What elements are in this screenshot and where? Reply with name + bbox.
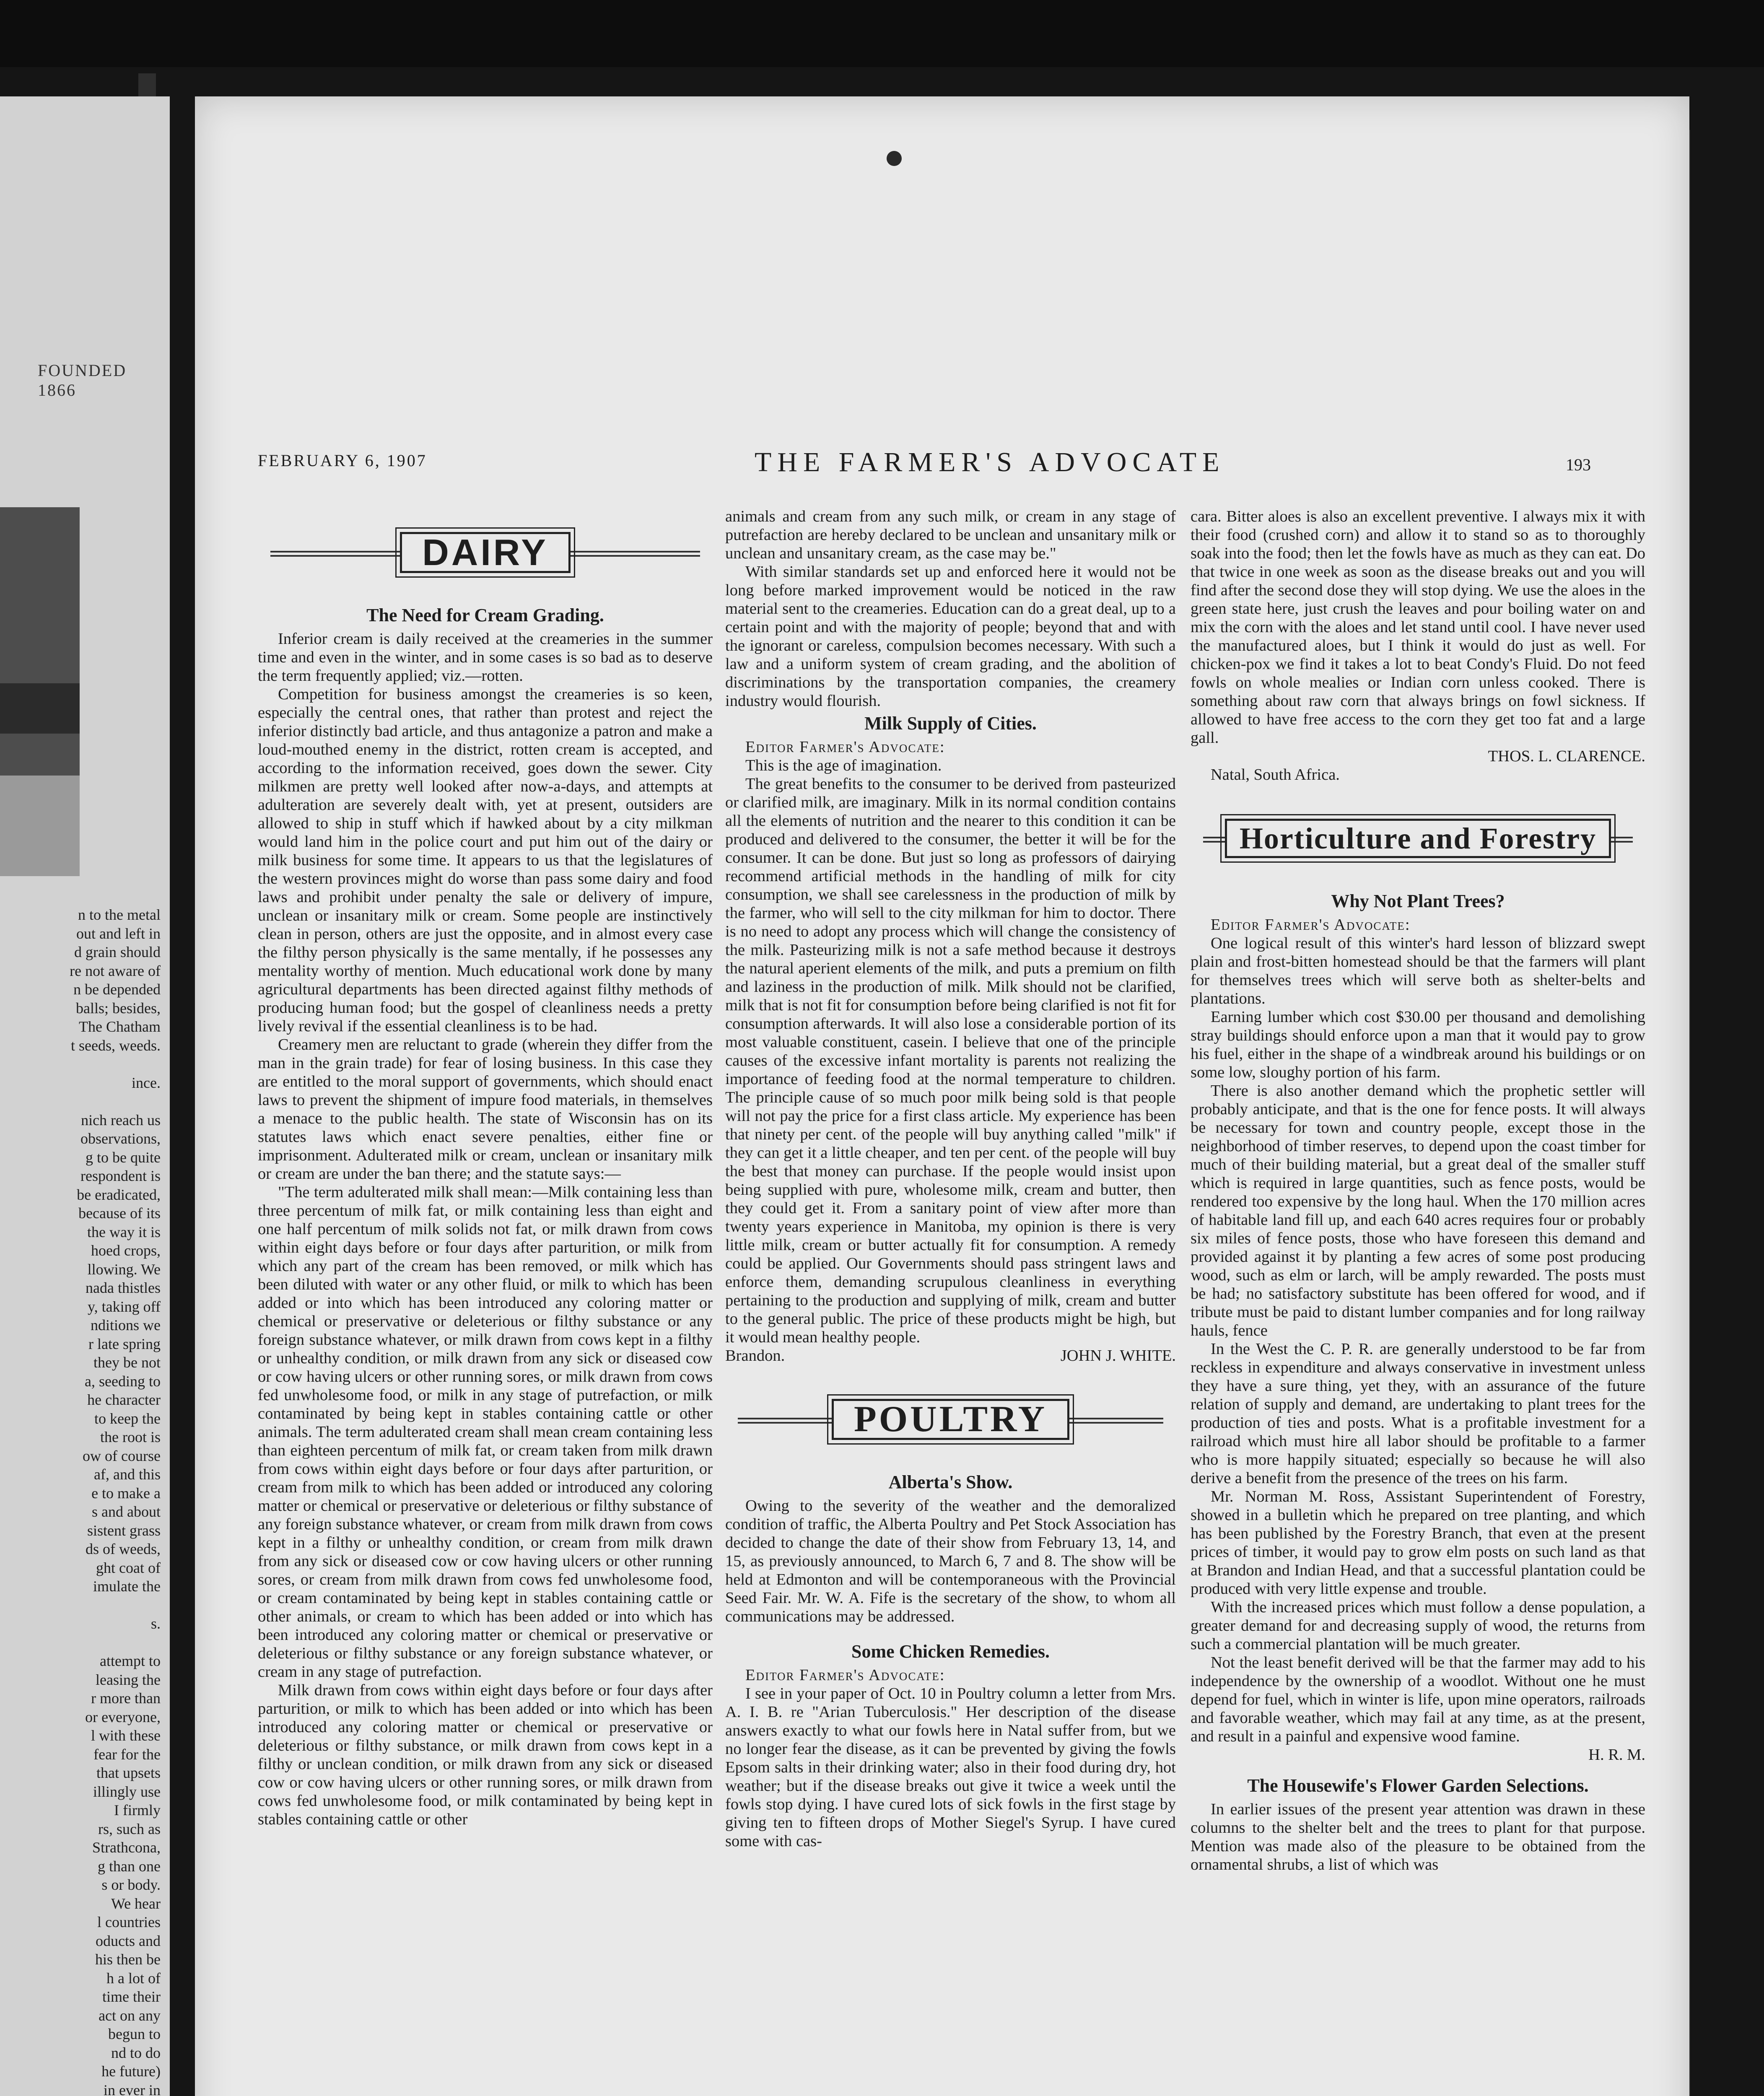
left-page-line: in ever in xyxy=(104,2081,161,2096)
newspaper-page xyxy=(195,96,1689,2096)
left-page-line: The Chatham xyxy=(79,1018,161,1035)
paragraph: Owing to the severity of the weather and the demoralized condition of traffic, the Alberta Poultry and Pet Stock Association has decided to change the date of their show from February 13, 14, and 15, as previously announced, to March 6, 7 and 8. The show will be held at Edmonton and will be contemporaneous with the Provincial Seed Fair. Mr. W. A. Fife is the secretary of the show, to whom all communications may be addressed. xyxy=(725,1497,1176,1625)
left-page-line: af, and this xyxy=(94,1466,161,1483)
housewife-title: The Housewife's Flower Garden Selections. xyxy=(1247,1775,1589,1796)
left-page-line: ow of course xyxy=(83,1447,161,1464)
left-page-line: Strathcona, xyxy=(92,1839,161,1856)
left-page-line: oducts and xyxy=(96,1932,161,1949)
left-page-line: s and about xyxy=(92,1503,161,1520)
paragraph: Mr. Norman M. Ross, Assistant Superintendent of Forestry, showed in a bulletin which he prepared on tree planting, and which has been published by the Forestry Branch, that even at the present prices of timber, it would pay to grow elm posts on such land as that at Brandon and Indian Head, and that a successful plantation could be produced with very little expense and trouble. xyxy=(1191,1488,1645,1598)
left-page-line: be eradicated, xyxy=(77,1186,161,1203)
left-page-line: s or body. xyxy=(101,1876,161,1893)
left-page-line: his then be xyxy=(95,1951,161,1968)
editor-salutation: Editor Farmer's Advocate: xyxy=(745,738,945,756)
poultry-banner-title: POULTRY xyxy=(832,1399,1069,1440)
left-page-line: llowing. We xyxy=(87,1261,161,1278)
left-page-text xyxy=(22,905,161,2096)
left-page-line: the way it is xyxy=(87,1223,161,1240)
left-page-line: ght coat of xyxy=(96,1559,161,1576)
left-page-line: l countries xyxy=(97,1914,161,1930)
left-page-line: We hear xyxy=(111,1895,161,1912)
binding-hole xyxy=(887,151,902,166)
issue-date: FEBRUARY 6, 1907 xyxy=(258,451,427,470)
paragraph: Creamery men are reluctant to grade (wherein they differ from the man in the grain trade) for fear of losing business. In this case they are entitled to the moral support of governments, which should enact laws to prevent the shipment of impure food materials, in themselves a menace to the public health. The state of Wisconsin has on its statutes laws which enact severe penalties, either fine or imprisonment. Adulterated milk or cream, unclean or insanitary milk or cream are under the ban there; and the statute says:— xyxy=(258,1036,713,1183)
left-page-line: imulate the xyxy=(93,1578,161,1595)
left-page-line: r late spring xyxy=(88,1335,161,1352)
left-page-line: illingly use xyxy=(93,1783,161,1800)
statute-quote: "The term adulterated milk shall mean:—Milk containing less than three percentum of milk fat, or milk containing less than eight and one half percentum of milk solids not fat, or milk drawn from cows within eight days before or four days after parturition, or milk from which any part of the cream has been removed, or milk which has been diluted with water or any other fluid, or milk to which has been added or into which has been introduced any coloring matter or chemical or preservative or deleterious or filthy substance or any foreign substance whatever, or milk drawn from cows kept in a filthy or unhealthy condition, or milk drawn from any sick or diseased cow or cow having ulcers or other running sores, or milk drawn from cows fed unwholesome food, or milk in any stage of putrefaction, or milk contaminated by being kept in stables containing cattle or other animals. The term adulterated cream shall mean cream containing less than eighteen percentum of milk fat, or cream taken from milk drawn from cows within eight days before or four days after parturition, or cream from milk to which has been added or introduced any coloring matter or chemical or preservative or deleterious or filthy substance of any foreign substance whatever, or cream from milk drawn from cows kept in a filthy or unhealthy condition, or cream from milk drawn from any sick or diseased cow or cow having ulcers or other running sores, or cream from milk drawn from cows fed unwholesome food, or cream contaminated by being kept in stables containing cattle or other animals, or cream to which has been added or into which has been introduced any coloring matter or chemical or preservative or deleterious or filthy substance or any foreign substance whatever, or cream in any stage of putrefaction. xyxy=(258,1183,713,1681)
clarence-place: Natal, South Africa. xyxy=(1211,766,1340,783)
paragraph: With the increased prices which must follow a dense population, a greater demand for and decreasing supply of wood, the returns from such a commercial plantation will be much greater. xyxy=(1191,1598,1645,1653)
paragraph: With similar standards set up and enforced here it would not be long before marked improvement would be noticed in the raw material sent to the creameries. Education can do a great deal, up to a certain point and with the majority of people; beyond that and with the ignorant or careless, compulsion becomes necessary. With such a law and a uniform system of cream grading, and the abolition of discriminations by the transportation companies, the creamery industry would flourish. xyxy=(725,563,1176,710)
dairy-banner-title: DAIRY xyxy=(400,532,571,573)
left-page-line: rs, such as xyxy=(98,1820,161,1837)
left-page-line: hoed crops, xyxy=(91,1242,161,1259)
plant-trees-title: Why Not Plant Trees? xyxy=(1331,891,1505,911)
left-page-line: nditions we xyxy=(91,1317,161,1333)
left-page-line: nd to do xyxy=(111,2044,161,2061)
left-page-line: y, taking off xyxy=(88,1298,161,1315)
left-page-photo xyxy=(0,507,80,876)
paragraph: Milk drawn from cows within eight days before or four days after parturition, or milk to which has been added or into which has been introduced any coloring matter or chemical or preservative or deleterious or filthy substance, or milk drawn from cows kept in a filthy or unclean condition, or milk drawn from any sick or diseased cow or cow having ulcers or other running sores, or milk drawn from cows fed unwholesome food, or milk contaminated by being kept in stables containing cattle or other xyxy=(258,1681,713,1828)
paragraph: In the West the C. P. R. are generally understood to be far from reckless in expenditure and always conservative in investment unless they have a sure thing, yet they, with an assurance of the future relation of supply and demand, are undertaking to plant trees for the production of ties and posts. What is a profitable investment for a railroad which must hire all labor should be profitable to a farmer who is more happily situated; especially so because he will also derive a benefit from the presence of the trees on his farm. xyxy=(1191,1340,1645,1487)
left-page-line: observations, xyxy=(80,1130,161,1147)
column-3 xyxy=(1191,507,1645,1874)
left-page-line: l with these xyxy=(91,1727,161,1744)
left-page-line: d grain should xyxy=(74,944,161,960)
page-number: 193 xyxy=(1566,455,1591,474)
left-page-line: sistent grass xyxy=(87,1522,161,1539)
left-page-line: he character xyxy=(87,1391,161,1408)
left-page-line: he future) xyxy=(101,2063,161,2080)
left-page-line: r more than xyxy=(91,1690,161,1707)
left-page-line: re not aware of xyxy=(70,962,161,979)
left-page-line: balls; besides, xyxy=(76,999,161,1017)
left-page-line: n be depended xyxy=(73,981,161,998)
left-page-line: that upsets xyxy=(96,1764,161,1781)
left-page-line: t seeds, weeds. xyxy=(71,1037,161,1054)
left-page-line: they be not xyxy=(93,1354,161,1371)
milk-signature-row xyxy=(725,1346,1176,1365)
cream-grading-title: The Need for Cream Grading. xyxy=(366,605,604,625)
left-page-line: ince. xyxy=(132,1074,161,1091)
left-page-line xyxy=(22,1596,161,1615)
paragraph: cara. Bitter aloes is also an excellent preventive. I always mix it with their food (crushed corn) and allow it to stand so as to thoroughly soak into the food; then let the fowls have as much as they can eat. Do that twice in one week as soon as the disease breaks out and you will find after the second dose they will stop dying. We use the aloes in the green state here, just crush the leaves and pour boiling water on and mix the corn with the aloes and let stand until cool. I have never used the manufactured aloes, but I think it would do just as well. For chicken-pox we find it takes a lot to beat Condy's Fluid. Do not feed fowls on whole mealies or Indian corn unless cooked. There is something about raw corn that always brings on fowl sickness. If allowed to have free access to the corn they get too fat and a large gall. xyxy=(1191,508,1645,747)
alberta-show-title: Alberta's Show. xyxy=(888,1472,1013,1492)
left-page-line xyxy=(22,1633,161,1652)
left-page-line: the root is xyxy=(100,1429,161,1445)
left-page-line: begun to xyxy=(108,2026,161,2042)
paragraph: I see in your paper of Oct. 10 in Poultry column a letter from Mrs. A. I. B. re "Arian Tuberculosis." Her description of the disease answers exactly to what our fowls here in Natal suffer from, but we no longer fear the disease, as it can be prevented by giving the fowls Epsom salts in their drinking water; also in their food during dry, hot weather; but if the disease breaks out give it twice a week until the fowls stop dying. I have cured lots of sick fowls in the first stage by giving ten to fifteen drops of Mother Siegel's Syrup. I have cured some with cas- xyxy=(725,1685,1176,1850)
left-page-header: FOUNDED 1866 xyxy=(38,361,127,399)
left-page-line: time their xyxy=(102,1988,161,2005)
left-page-line: out and left in xyxy=(76,925,161,942)
paragraph: The great benefits to the consumer to be derived from pasteurized or clarified milk, are imaginary. Milk in its normal condition contains all the elements of nutrition and the nearer to this condition it can be produced and delivered to the consumer, the better it will be for the consumer. It can be done. But just so long as professors of dairying recommend artificial methods in the handling of milk for city consumption, we shall see carelessness in the production of milk by the farmer, who will sell to the city milkman for him to doctor. There is no need to adopt any process which will change the consistency of the milk. Pasteurizing milk is not a safe method because it destroys the natural aperient elements of the milk, and puts a premium on filth and laziness in the production of milk. Milk should not be clarified, milk that is not fit for consumption before being clarified is not fit for consumption afterwards. It will also lose a considerable portion of its most valuable constituent, casein. I believe that one of the principle causes of the excessive infant mortality is parents not realizing the importance of feeding food at the normal temperature to children. The principle cause of so much poor milk being sold is that people will not pay the price for a first class article. My experience has been that ninety per cent. of the people will buy anything called "milk" if they can get it a little cheaper, and ten per cent. of the people will buy the best that money can purchase. If the people would insist upon being supplied with pure, wholesome milk, cream and butter, then they could get it. From a sanitary point of view after more than twenty years experience in Manitoba, my opinion is there is very little milk, cream or butter actually fit for consumption. A remedy could be applied. Our Governments should pass stringent laws and enforce them, demanding scrupulous cleanliness in everything pertaining to the production and supplying of milk, cream and butter to the general public. The price of these products might be high, but it would mean healthy people. xyxy=(725,775,1176,1346)
left-page-line: n to the metal xyxy=(78,906,161,923)
left-page-line: because of its xyxy=(78,1205,161,1222)
paragraph: Competition for business amongst the creameries is so keen, especially the central ones, that rather than protest and reject the inferior distinctly bad article, and thus antagonize a patron and make a loud-mouthed enemy in the district, rotten cream is accepted, and according to the information received, goes down the sewer. City milkmen are pretty well looked after now-a-days, and attempts at adulteration are severely dealt with, yet at present, outsiders are allowed to ship in stuff which if hawked about by a city milkman would land him in the police court and put him out of the dairy or milk business for some time. It appears to us that the legislatures of the western provinces might do worse than pass some dairy and food laws and prohibit under penalty the sale or delivery of impure, unclean or insanitary milk or cream. Some people are instinctively clean in person, others are just the opposite, and in almost every case the filthy person physically is the same mentally, if he possesses any mentality worthy of mention. Much educational work done by many agricultural departments has been directed against filthy methods of producing human food; but the gospel of cleanliness needs a pretty lively revival if the essential cleanliness is to be had. xyxy=(258,685,713,1035)
clarence-signature: THOS. L. CLARENCE. xyxy=(1488,747,1645,765)
masthead: THE FARMER'S ADVOCATE xyxy=(755,447,1225,477)
poultry-banner xyxy=(738,1377,1163,1461)
left-page-line: to keep the xyxy=(94,1410,161,1427)
left-page-line: g than one xyxy=(98,1857,161,1875)
paragraph: In earlier issues of the present year attention was drawn in these columns to the shelter belt and the trees to plant for that purpose. Mention was made also of the pleasure to be obtained from the ornamental shrubs, a list of which was xyxy=(1191,1800,1645,1873)
paragraph: Not the least benefit derived will be that the farmer may add to his independence by the ownership of a woodlot. Without one he must depend for fuel, which in winter is life, upon mine operators, railroads and favorable weather, which may fail at any time, as at the present, and result in a painful and expensive wood famine. xyxy=(1191,1654,1645,1745)
left-page-line: fear for the xyxy=(93,1746,161,1763)
left-page-line xyxy=(22,1092,161,1111)
left-page-line: I firmly xyxy=(114,1802,161,1818)
milk-supply-title: Milk Supply of Cities. xyxy=(864,713,1037,734)
column-2 xyxy=(725,507,1176,1850)
editor-salutation: Editor Farmer's Advocate: xyxy=(745,1666,945,1684)
hrm-signature: H. R. M. xyxy=(1588,1746,1645,1764)
column-1 xyxy=(258,507,713,1829)
paragraph: This is the age of imagination. xyxy=(745,757,942,774)
left-page-line: nada thistles xyxy=(86,1279,161,1296)
left-page-line: s. xyxy=(150,1615,161,1632)
left-page-line: nich reach us xyxy=(81,1111,161,1128)
left-page-line: act on any xyxy=(99,2007,161,2024)
dairy-banner xyxy=(270,511,700,594)
paragraph: animals and cream from any such milk, or cream in any stage of putrefaction are hereby declared to be unclean and unsanitary milk or unclean and unsanitary cream, as the case may be." xyxy=(725,508,1176,562)
left-facing-page xyxy=(0,96,170,2096)
left-page-line: g to be quite xyxy=(86,1149,161,1166)
paragraph: Earning lumber which cost $30.00 per thousand and demolishing stray buildings should enforce upon a man that it would pay to grow his fuel, either in the shape of a windbreak around his buildings or on some low, sloughy portion of his farm. xyxy=(1191,1008,1645,1081)
left-page-line: leasing the xyxy=(96,1671,161,1688)
left-page-line: h a lot of xyxy=(106,1969,161,1987)
scan-top-band xyxy=(0,0,1764,67)
milk-place: Brandon. xyxy=(725,1347,785,1364)
paragraph: There is also another demand which the prophetic settler will probably anticipate, and that is the one for fence posts. It will always be necessary for town and country people, except those in the neighborhood of timber reserves, to depend upon the coast timber for much of their building material, but a great deal of the smaller stuff which is required in large quantities, such as fence posts, would be rendered too expensive by the long haul. When the 170 million acres of habitable land fill up, and each 640 acres requires four or probably six miles of fence posts, those who have foreseen this demand and provided against it by planting a few acres of some post producing wood, such as elm or larch, will be amply rewarded. The posts must be had; no satisfactory substitute has been offered for wood, and if tribute must be paid to distant lumber companies and for long railway hauls, fence xyxy=(1191,1082,1645,1339)
left-page-line: or everyone, xyxy=(85,1708,161,1725)
left-page-line: respondent is xyxy=(80,1167,161,1184)
paragraph: One logical result of this winter's hard lesson of blizzard swept plain and frost-bitten homestead should be that the farmers will plant for themselves trees which will serve both as shelter-belts and plantations. xyxy=(1191,934,1645,1007)
left-page-line: a, seeding to xyxy=(85,1372,161,1390)
paragraph: Inferior cream is daily received at the creameries in the summer time and even in the winter, and in some cases is so bad as to deserve the term frequently applied; viz.—rotten. xyxy=(258,630,713,685)
editor-salutation: Editor Farmer's Advocate: xyxy=(1211,916,1411,934)
left-page-line: ds of weeds, xyxy=(86,1541,161,1557)
horticulture-banner xyxy=(1203,796,1633,880)
left-page-line xyxy=(22,1055,161,1074)
horticulture-banner-title: Horticulture and Forestry xyxy=(1225,819,1611,858)
left-page-line: e to make a xyxy=(91,1484,161,1502)
chicken-remedies-title: Some Chicken Remedies. xyxy=(851,1641,1050,1662)
left-page-line: attempt to xyxy=(100,1652,161,1669)
milk-signature: JOHN J. WHITE. xyxy=(1060,1347,1176,1364)
